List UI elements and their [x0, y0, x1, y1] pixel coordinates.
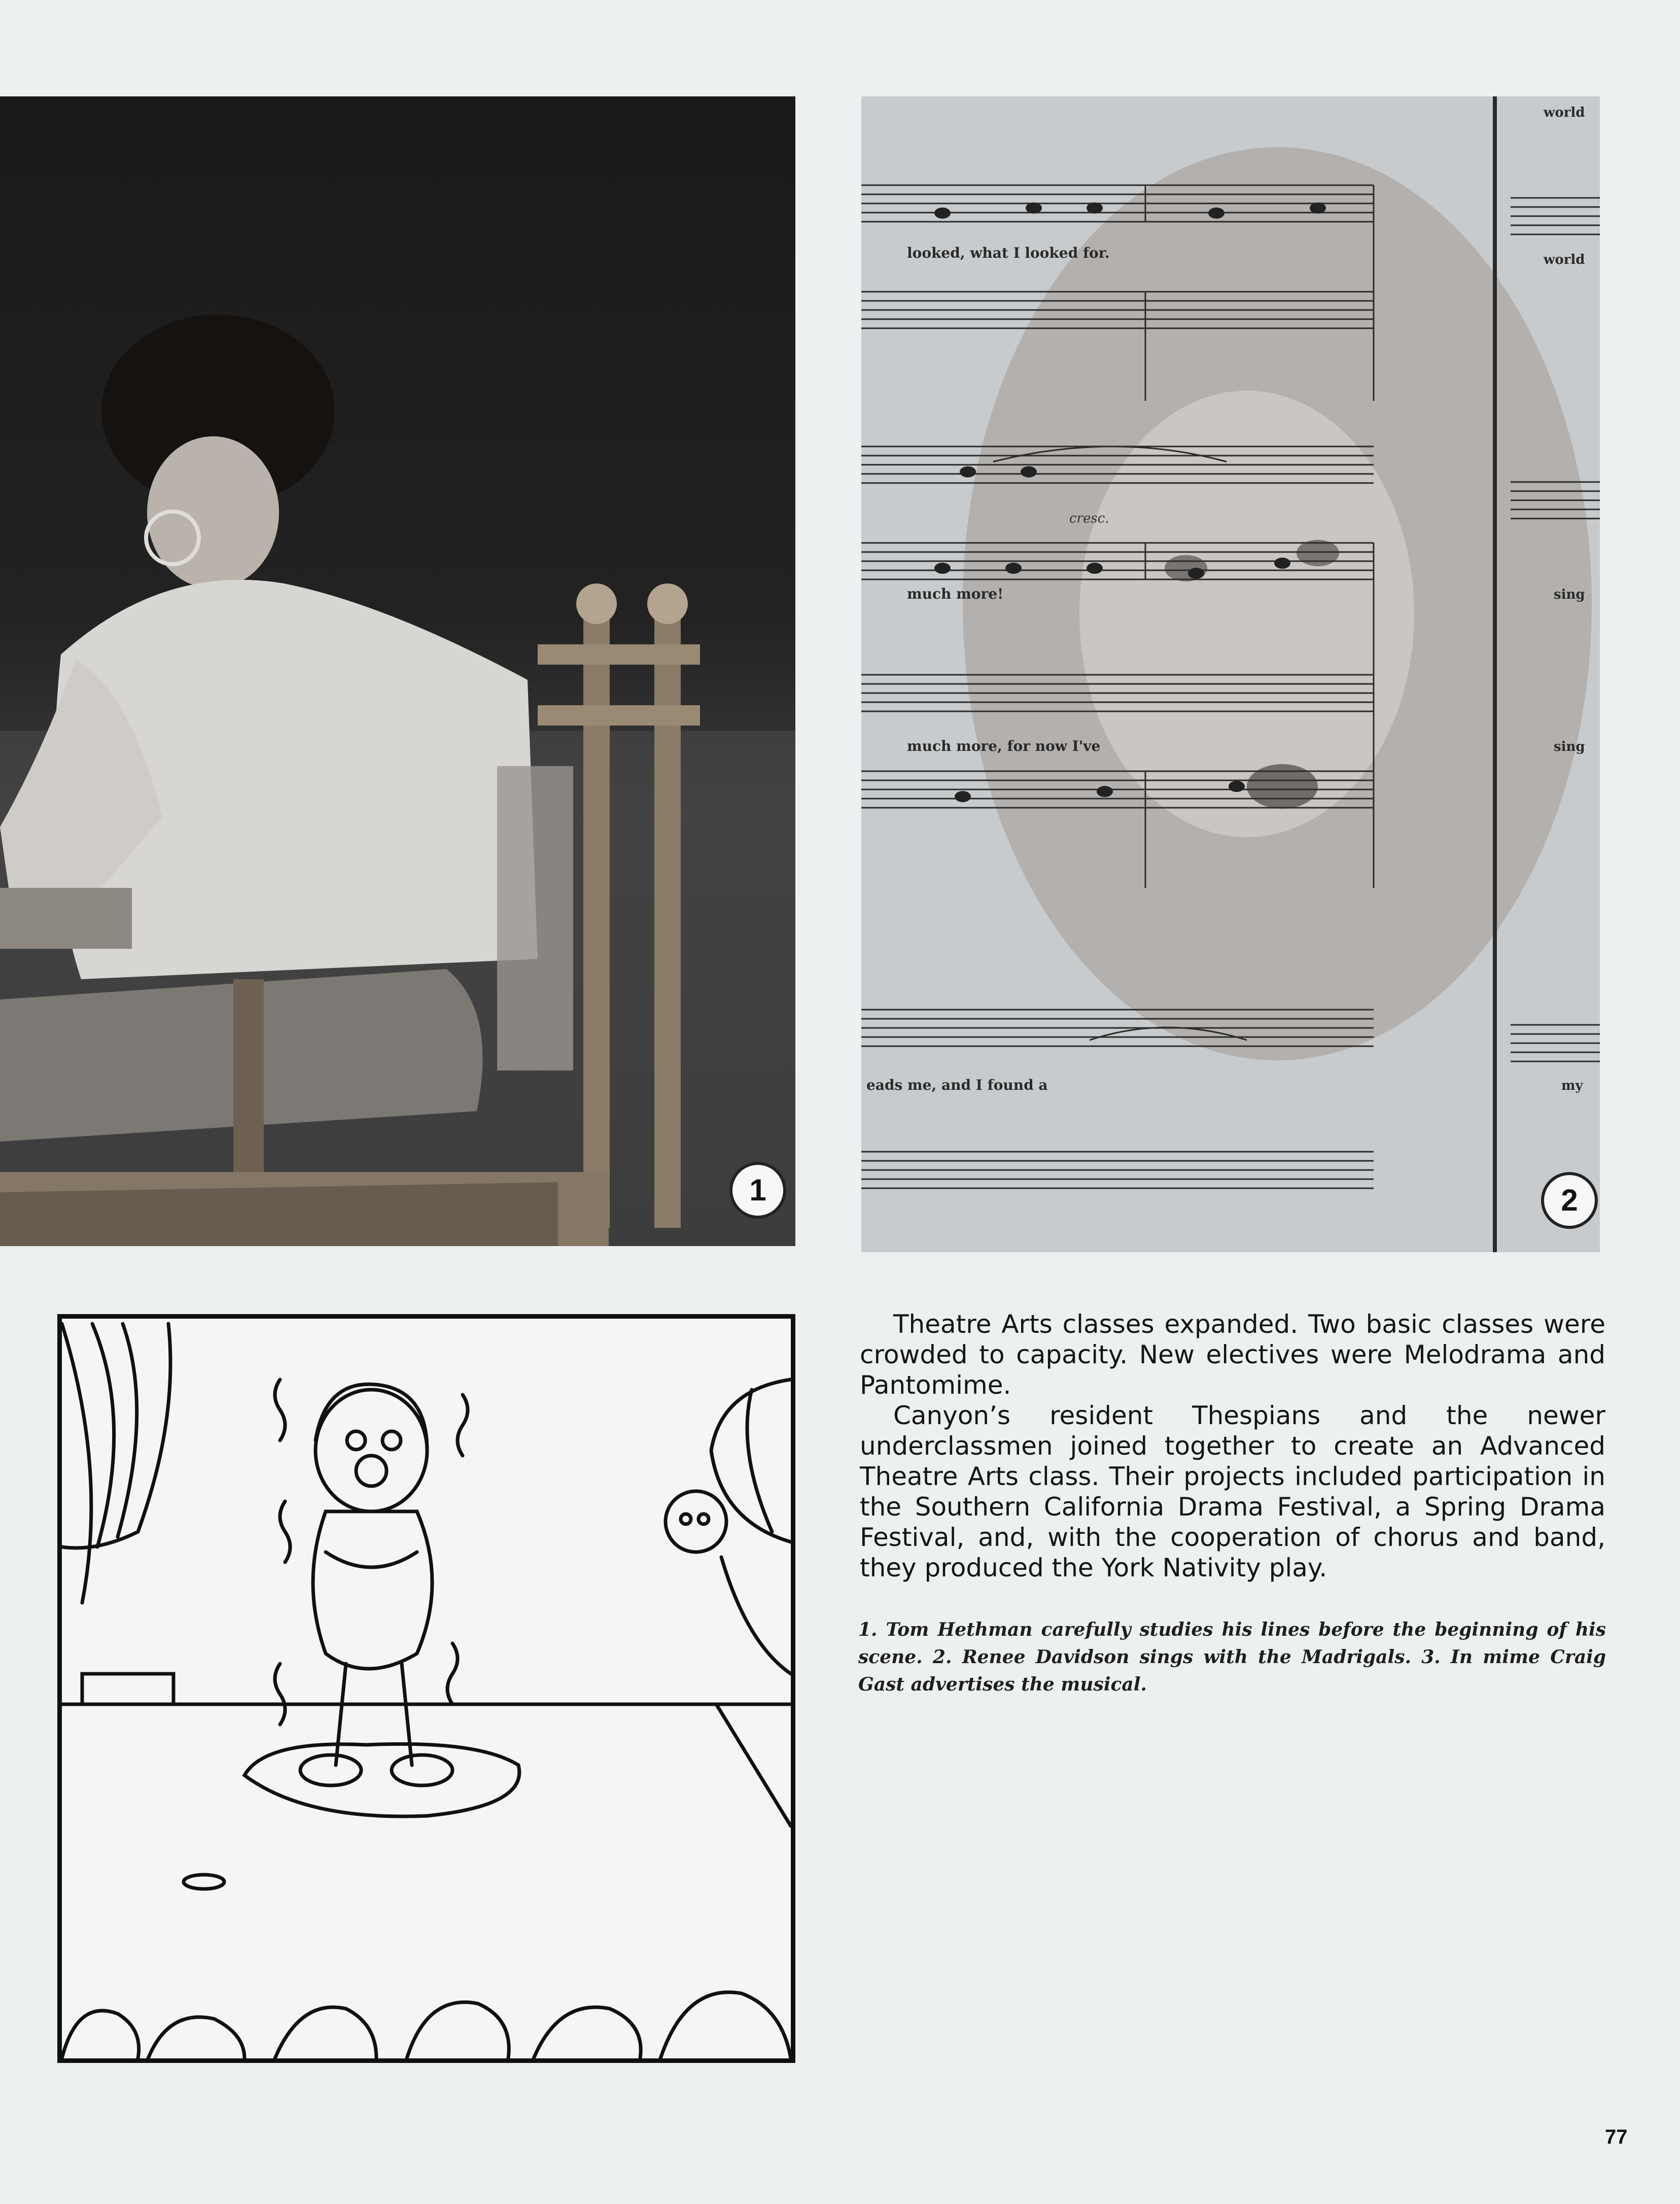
photo-tom-hethman — [0, 96, 795, 1246]
sheet-music-right-word-5: my — [1561, 1078, 1583, 1093]
photo-number-badge: 2 — [1541, 1172, 1598, 1229]
page-number: 77 — [1605, 2126, 1628, 2148]
photo-number-badge: 1 — [729, 1162, 786, 1219]
sheet-music-right-word-1: world — [1544, 105, 1585, 120]
photo-renee-davidson — [861, 96, 1600, 1252]
sheet-music-right-word-2: world — [1544, 252, 1585, 267]
photo-2-illustration — [861, 96, 1600, 1252]
sheet-music-lyrics-4: eads me, and I found a — [866, 1077, 1048, 1093]
article-paragraph: Canyon’s resident Thespians and the newer underclassmen joined together to create an Advanced Theatre Arts class. Their projects included participation in the Southern California Drama Festival, a Spring Drama Festival, and, with the cooperation of chorus and band, they produced the York Nativity play. — [860, 1401, 1605, 1582]
article-body — [860, 1309, 1605, 1583]
sheet-music-right-word-4: sing — [1554, 739, 1585, 754]
photo-1-illustration — [0, 96, 795, 1246]
sheet-music-lyrics-3: much more, for now I've — [907, 738, 1101, 754]
cartoon-mime-illustration — [57, 1314, 795, 2063]
cartoon-drawing — [62, 1319, 791, 2058]
sheet-music-lyrics-2: much more! — [907, 586, 1004, 602]
sheet-music-right-word-3: sing — [1554, 587, 1585, 602]
sheet-music-lyrics-1: looked, what I looked for. — [907, 245, 1110, 261]
sheet-music-dynamic: cresc. — [1069, 511, 1109, 526]
article-paragraph: Theatre Arts classes expanded. Two basic classes were crowded to capacity. New electives were Melodrama and Pantomime. — [860, 1310, 1605, 1400]
photo-caption: 1. Tom Hethman carefully studies his lines before the beginning of his scene. 2. Renee Davidson sings with the Madrigals. 3. In mime Craig Gast advertises the musical. — [858, 1619, 1606, 1695]
